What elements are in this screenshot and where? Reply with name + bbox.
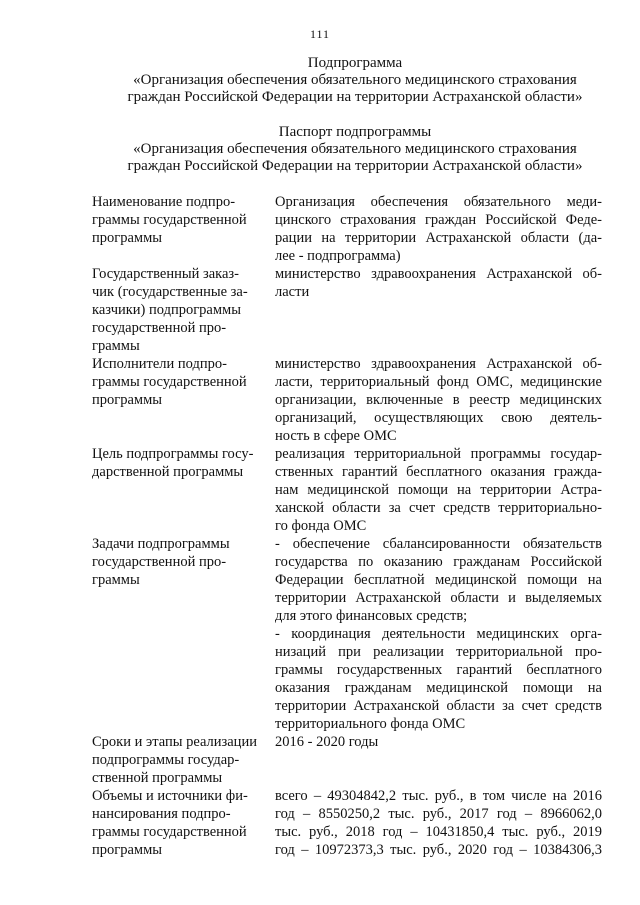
label-line: чик (государственные за- — [92, 284, 248, 300]
value-line: территории Астраханской области и выделяемых — [275, 590, 602, 606]
value-line: оказания гражданам медицинской помощи на — [275, 680, 602, 696]
passport-row-label — [92, 265, 275, 355]
value-line: рации на территории Астраханской области (да- — [275, 230, 602, 246]
passport-heading-line: Паспорт подпрограммы — [278, 124, 432, 140]
value-line: ность в сфере ОМС — [275, 428, 397, 444]
value-line: - координация деятельности медицинских орга- — [275, 626, 602, 642]
value-line: ственных гарантий бесплатного оказания гражда- — [275, 464, 602, 480]
passport-row-label — [92, 355, 275, 445]
passport-heading — [95, 124, 615, 175]
value-line: министерство здравоохранения Астраханской об- — [275, 266, 602, 282]
value-line: организаций, осуществляющих свою деятель- — [275, 410, 602, 426]
value-line: Организация обеспечения обязательного меди- — [275, 194, 602, 210]
subprogram-heading-line: Подпрограмма — [307, 55, 403, 71]
label-line: дарственной программы — [92, 464, 244, 480]
label-line: Объемы и источники фи- — [92, 788, 248, 804]
value-line: ласти — [275, 284, 310, 300]
label-line: ственной программы — [92, 770, 223, 786]
value-line: для этого финансовых средств; — [275, 608, 468, 624]
value-line: территориального фонда ОМС — [275, 716, 466, 732]
label-line: программы — [92, 842, 162, 858]
value-line: всего – 49304842,2 тыс. руб., в том числе на 2016 — [275, 788, 602, 804]
value-line: ласти, территориальный фонд ОМС, медицинские — [275, 374, 602, 390]
label-line: государственной про- — [92, 554, 227, 570]
value-line: 2016 - 2020 годы — [275, 734, 379, 750]
value-line: год – 8550250,2 тыс. руб., 2017 год – 8966062,0 — [275, 806, 602, 822]
value-line: год – 10972373,3 тыс. руб., 2020 год – 10384306,3 — [275, 842, 602, 858]
label-line: Наименование подпро- — [92, 194, 236, 210]
value-line: ханской области за счет средств территориально- — [275, 500, 602, 516]
passport-row-value — [275, 535, 602, 733]
subprogram-heading — [95, 55, 615, 106]
label-line: программы — [92, 392, 162, 408]
passport-row — [92, 193, 602, 265]
passport-row — [92, 355, 602, 445]
passport-row — [92, 535, 602, 733]
passport-row-value — [275, 787, 602, 859]
label-line: нансирования подпро- — [92, 806, 231, 822]
value-line: нам медицинской помощи на территории Астра- — [275, 482, 602, 498]
label-line: Государственный заказ- — [92, 266, 239, 282]
label-line: Цель подпрограммы госу- — [92, 446, 254, 462]
label-line: граммы государственной — [92, 374, 247, 390]
label-line: программы — [92, 230, 162, 246]
passport-row — [92, 787, 602, 859]
passport-row-label — [92, 535, 275, 733]
label-line: казчики) подпрограммы — [92, 302, 241, 318]
passport-row-value — [275, 355, 602, 445]
value-line: цинского страхования граждан Российской Феде- — [275, 212, 602, 228]
passport-table — [92, 193, 602, 859]
page-number: 111 — [309, 27, 331, 41]
value-line: организации, включенные в реестр медицинских — [275, 392, 602, 408]
passport-row-value — [275, 733, 602, 787]
label-line: граммы государственной — [92, 824, 247, 840]
subprogram-heading-line: граждан Российской Федерации на территории Астраханской области» — [127, 89, 583, 105]
passport-row-value — [275, 193, 602, 265]
passport-row — [92, 445, 602, 535]
label-line: Сроки и этапы реализации — [92, 734, 257, 750]
value-line: низаций при реализации территориальной про- — [275, 644, 602, 660]
passport-heading-line: «Организация обеспечения обязательного медицинского страхования — [133, 141, 577, 157]
passport-row-value — [275, 265, 602, 355]
value-line: лее - подпрограмма) — [275, 248, 401, 264]
label-line: граммы — [92, 338, 140, 354]
passport-row-label — [92, 445, 275, 535]
passport-row — [92, 265, 602, 355]
label-line: подпрограммы государ- — [92, 752, 240, 768]
value-line: граммы государственных гарантий бесплатного — [275, 662, 602, 678]
value-line: государства по оказанию гражданам Российской — [275, 554, 602, 570]
value-line: - обеспечение сбалансированности обязательств — [275, 536, 602, 552]
passport-row-value — [275, 445, 602, 535]
label-line: государственной про- — [92, 320, 227, 336]
value-line: министерство здравоохранения Астраханской об- — [275, 356, 602, 372]
label-line: граммы — [92, 572, 140, 588]
passport-heading-line: граждан Российской Федерации на территории Астраханской области» — [127, 158, 583, 174]
value-line: реализация территориальной программы государ- — [275, 446, 602, 462]
label-line: Задачи подпрограммы — [92, 536, 230, 552]
passport-row-label — [92, 193, 275, 265]
value-line: территории Астраханской области за счет средств — [275, 698, 602, 714]
label-line: граммы государственной — [92, 212, 247, 228]
value-line: го фонда ОМС — [275, 518, 367, 534]
label-line: Исполнители подпро- — [92, 356, 227, 372]
value-line: Федерации бесплатной медицинской помощи на — [275, 572, 602, 588]
subprogram-heading-line: «Организация обеспечения обязательного медицинского страхования — [133, 72, 577, 88]
passport-row-label — [92, 733, 275, 787]
value-line: тыс. руб., 2018 год – 10431850,4 тыс. руб., 2019 — [275, 824, 602, 840]
passport-row — [92, 733, 602, 787]
passport-row-label — [92, 787, 275, 859]
